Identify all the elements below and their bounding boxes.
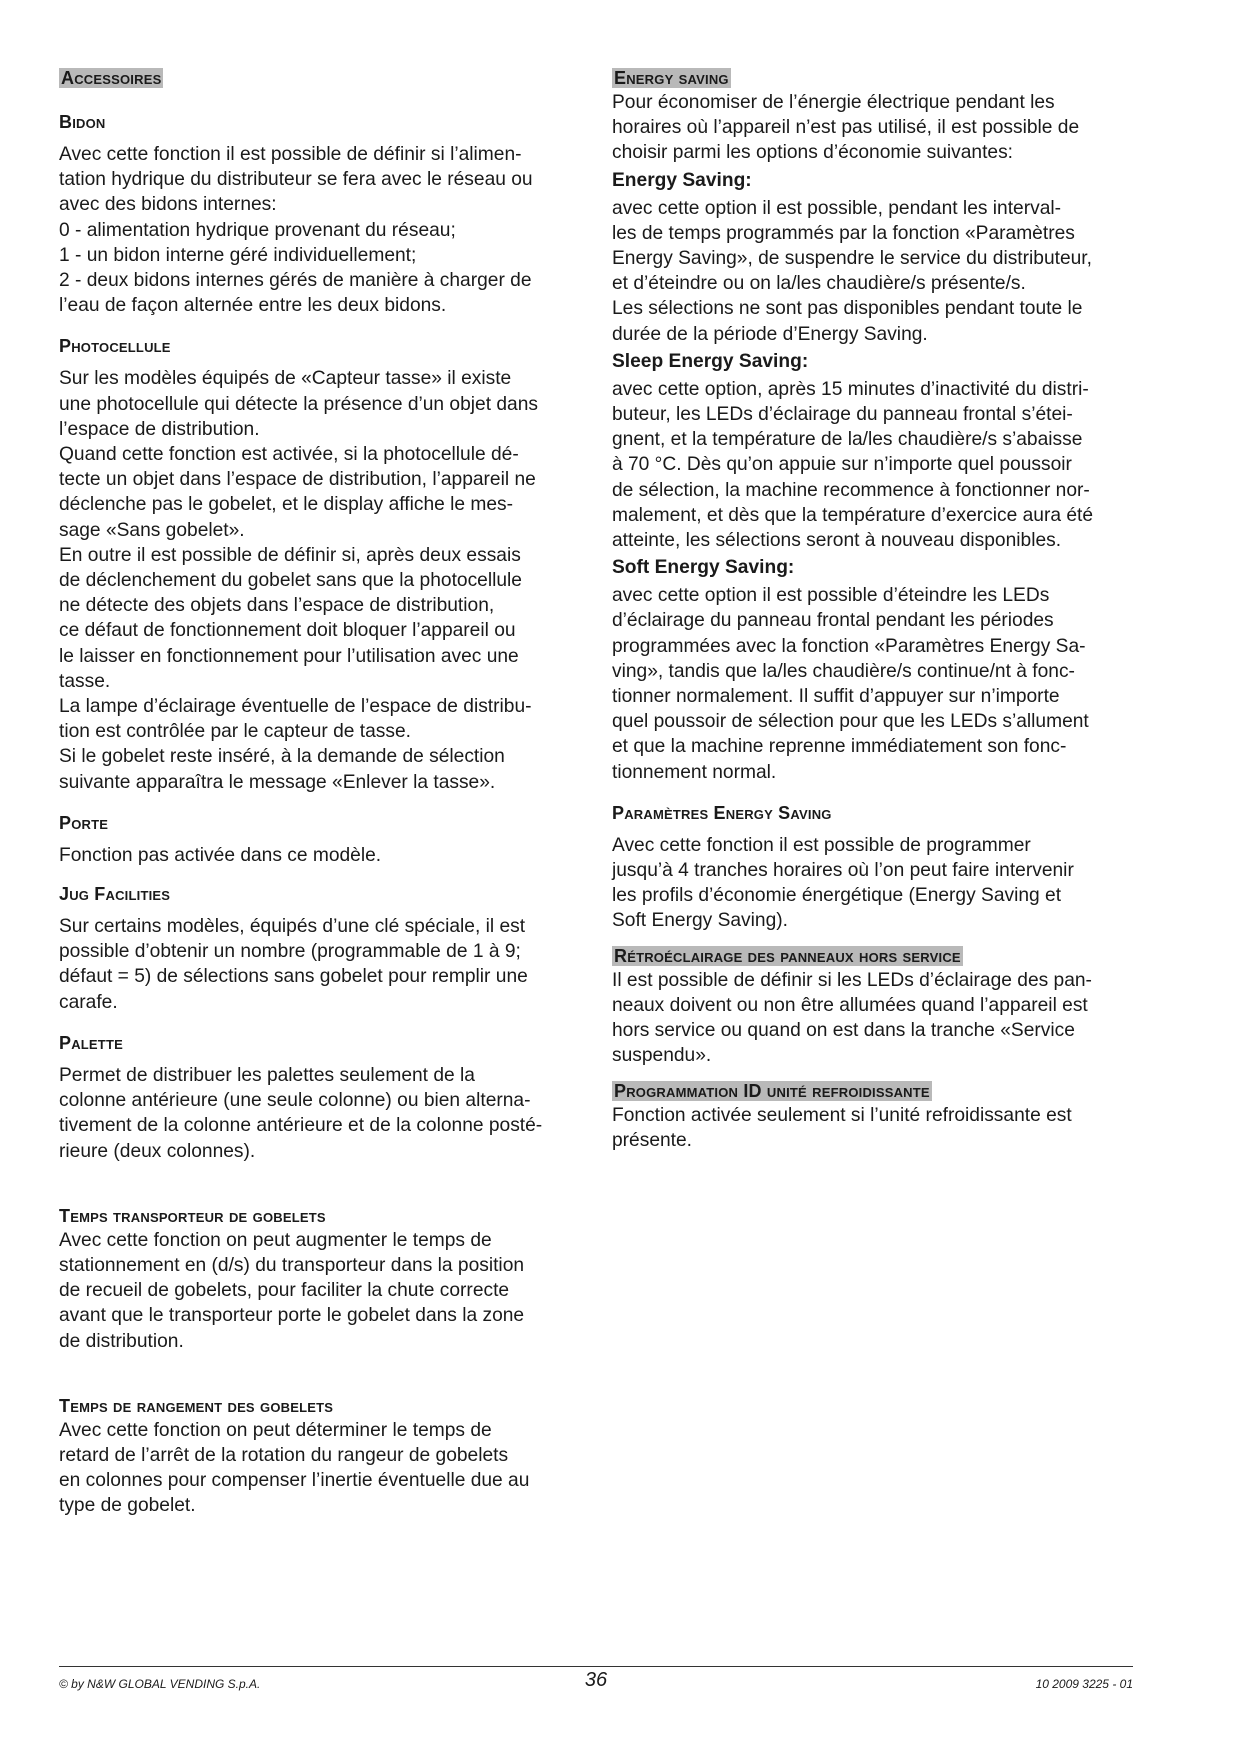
section-title: Accessoires (61, 68, 162, 88)
option-soft-energy-saving (612, 553, 1137, 785)
section-title: Bidon (59, 112, 106, 132)
page-number: 36 (584, 1669, 608, 1691)
section-programmation-id (612, 1079, 1137, 1153)
section-text: Permet de distribuer les palettes seulement de la colonne antérieure (une seule colonne) ou bien alterna- tivement de la colonne antérieure et de la colonne posté- rieure (deux colonnes). (59, 1064, 543, 1162)
section-bidon (59, 110, 584, 318)
section-jug-facilities (59, 882, 584, 1015)
footer-copyright: © by N&W GLOBAL VENDING S.p.A. (59, 1677, 261, 1691)
option-text: avec cette option, après 15 minutes d’inactivité du distri- buteur, les LEDs d’éclairage du panneau frontal s’étei- gnent, et la température de la/les chaudière/s s’abaisse à 70 °C. Dès qu’on appuie sur n’importe quel poussoir de sélection, la machine recommence à fonctionner nor- malement, et dès que la température d’exercice aura été atteinte, les sélections seront à nouveau disponibles. (612, 378, 1094, 552)
section-palette (59, 1031, 584, 1164)
section-title: Jug Facilities (59, 884, 171, 905)
section-text: Avec cette fonction on peut augmenter le temps de stationnement en (d/s) du transporteur dans la position de recueil de gobelets, pour faciliter la chute correcte avant que le transporteur porte le gobelet dans la zone de distribution. (59, 1229, 525, 1352)
section-parametres-energy-saving (612, 801, 1137, 934)
section-title: Temps transporteur de gobelets (59, 1205, 326, 1226)
option-text: avec cette option il est possible d’éteindre les LEDs d’éclairage du panneau frontal pendant les périodes programmées avec la fonction «Paramètres Energy Sa- ving», tandis que la/les chaudière/s continue/nt à fonc- tionner normalement. Il suffit d’appuyer sur n’importe quel poussoir de sélection pour que les LEDs s’allument et que la machine reprenne immédiatement son fonc- tionnement normal. (612, 585, 1089, 783)
section-text: Sur les modèles équipés de «Capteur tasse» il existe une photocellule qui détecte la présence d’un objet dans l’espace de distribution. Quand cette fonction est activée, si la photocellule dé- tecte un objet dans l’espace de distribution, l’appareil ne déclenche pas le gobelet, et le display affiche le mes- sage «Sans gobelet». En outre il est possible de définir si, après deux essais de déclenchement du gobelet sans que la photocellule ne détecte des objets dans l’espace de distribution, ce défaut de fonctionnement doit bloquer l’appareil ou le laisser en fonctionnement pour l’utilisation avec une tasse. La lampe d’éclairage éventuelle de l’espace de distribu- tion est contrôlée par le capteur de tasse. Si le gobelet reste inséré, à la demande de sélection suivante apparaîtra le message «Enlever la tasse». (59, 368, 538, 793)
document-code: 10 2009 3225 - 01 (1035, 1677, 1133, 1691)
section-temps-transporteur (59, 1204, 584, 1354)
section-title: Palette (59, 1032, 123, 1053)
option-text: avec cette option il est possible, pendant les interval- les de temps programmés par la fonction «Paramètres Energy Saving», de suspendre le service du distributeur, et d’éteindre ou on la/les chaudière/s présente/s. Les sélections ne sont pas disponibles pendant toute le durée de la période d’Energy Saving. (612, 197, 1092, 345)
right-column (612, 66, 1137, 1167)
section-title: Rétroéclairage des panneaux hors service (614, 945, 961, 966)
section-energy-saving (612, 66, 1137, 785)
option-sleep-energy-saving (612, 347, 1137, 553)
option-title: Sleep Energy Saving: (612, 350, 809, 372)
section-text: Avec cette fonction il est possible de programmer jusqu’à 4 tranches horaires où l’on peut faire intervenir les profils d’économie énergétique (Energy Saving et Soft Energy Saving). (612, 834, 1074, 932)
page-footer (59, 1666, 1133, 1697)
section-title: Programmation ID unité refroidissante (614, 1080, 930, 1101)
section-porte (59, 811, 584, 868)
section-title: Paramètres Energy Saving (612, 802, 832, 823)
left-column (59, 66, 584, 1533)
section-text: Fonction activée seulement si l’unité refroidissante est présente. (612, 1104, 1072, 1151)
section-text: Avec cette fonction on peut déterminer le temps de retard de l’arrêt de la rotation du rangeur de gobelets en colonnes pour compenser l’inertie éventuelle due au type de gobelet. (59, 1419, 530, 1517)
section-accessoires (59, 66, 584, 90)
section-retroeclairage (612, 944, 1137, 1069)
section-title: Energy saving (614, 68, 729, 88)
option-title: Soft Energy Saving: (612, 557, 795, 579)
section-title: Porte (59, 812, 109, 833)
section-title: Temps de rangement des gobelets (59, 1395, 334, 1416)
section-text: Il est possible de définir si les LEDs d’éclairage des pan- neaux doivent ou non être allumées quand l’appareil est hors service ou quand on est dans la tranche «Service suspendu». (612, 969, 1092, 1067)
option-title: Energy Saving: (612, 169, 752, 191)
section-text: Fonction pas activée dans ce modèle. (59, 844, 382, 866)
section-title: Photocellule (59, 336, 171, 357)
section-photocellule (59, 334, 584, 794)
section-intro: Pour économiser de l’énergie électrique pendant les horaires où l’appareil n’est pas utilisé, il est possible de choisir parmi les options d’économie suivantes: (612, 92, 1080, 164)
section-temps-rangement (59, 1394, 584, 1519)
section-text: Avec cette fonction il est possible de définir si l’alimen- tation hydrique du distributeur se fera avec le réseau ou avec des bidons internes: 0 - alimentation hydrique provenant du réseau; 1 - un bidon interne géré individuellement; 2 - deux bidons internes gérés de manière à charger de l’eau de façon alternée entre les deux bidons. (59, 144, 533, 317)
option-energy-saving (612, 166, 1137, 347)
section-text: Sur certains modèles, équipés d’une clé spéciale, il est possible d’obtenir un nombre (programmable de 1 à 9; défaut = 5) de sélections sans gobelet pour remplir une carafe. (59, 916, 528, 1013)
